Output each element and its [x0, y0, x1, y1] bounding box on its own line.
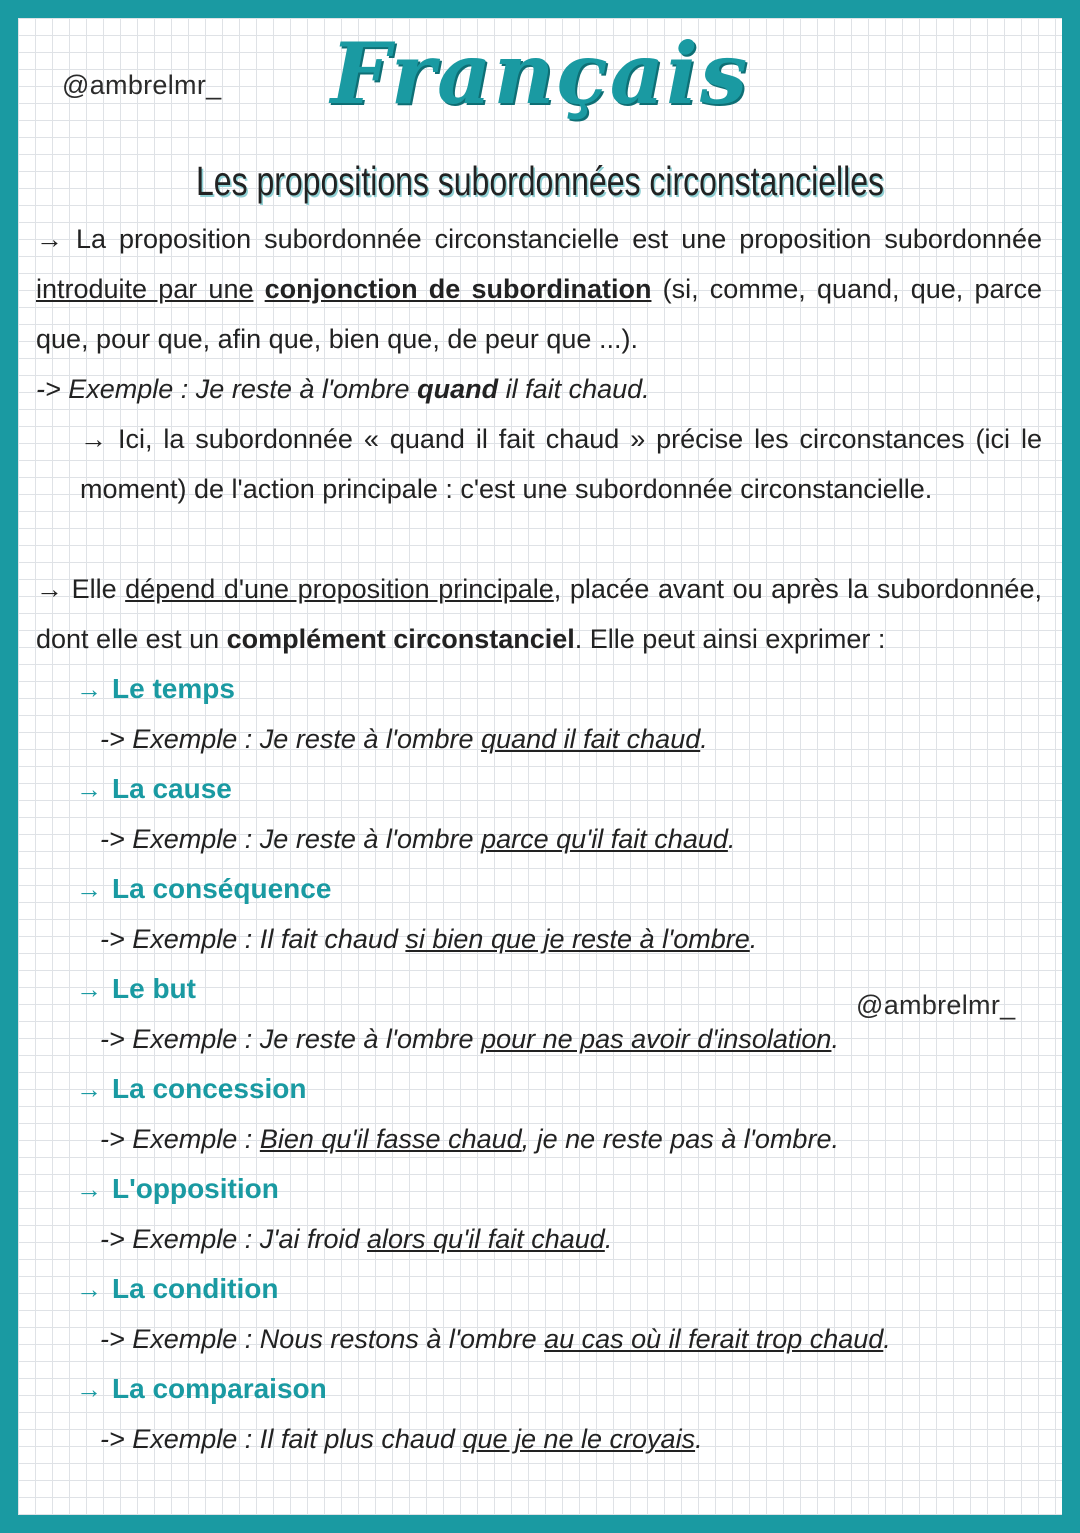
category-label: L'opposition — [112, 1173, 279, 1204]
category-label: La concession — [112, 1073, 307, 1104]
arrow-icon: → — [76, 674, 102, 704]
example-underlined: parce qu'il fait chaud — [481, 824, 728, 854]
second-bold-term: complément circonstanciel — [226, 624, 575, 654]
category-heading — [36, 864, 1042, 914]
intro-example-bold: quand — [417, 374, 499, 404]
example-underlined: que je ne le croyais — [462, 1424, 696, 1454]
author-handle-watermark: @ambrelmr_ — [856, 990, 1016, 1020]
example-underlined: pour ne pas avoir d'insolation — [481, 1024, 832, 1054]
intro-bold-term: conjonction de subordination — [264, 274, 652, 304]
category-label: Le but — [112, 973, 196, 1004]
second-underlined: dépend d'une proposition principale — [125, 574, 554, 604]
category-heading — [36, 664, 1042, 714]
category-example: -> Exemple : Il fait plus chaud que je ne le croyais. — [100, 1424, 703, 1454]
category-heading — [36, 764, 1042, 814]
category-label: La condition — [112, 1273, 279, 1304]
category-example: -> Exemple : Il fait chaud si bien que je reste à l'ombre. — [100, 924, 758, 954]
category-label: La comparaison — [112, 1373, 327, 1404]
category-heading — [36, 1064, 1042, 1114]
page-title: Français — [330, 24, 750, 123]
intro-explanation: → Ici, la subordonnée « quand il fait chaud » précise les circonstances (ici le moment) de l'action principale : c'est une subordonnée circonstancielle. — [80, 424, 1042, 504]
arrow-icon: → — [76, 1374, 102, 1404]
example-underlined: alors qu'il fait chaud — [367, 1224, 605, 1254]
arrow-icon: → — [76, 1274, 102, 1304]
category-label: La conséquence — [112, 873, 332, 904]
arrow-icon: → — [76, 774, 102, 804]
arrow-icon: → — [76, 974, 102, 1004]
example-underlined: au cas où il ferait trop chaud — [544, 1324, 884, 1354]
category-label: La cause — [112, 773, 232, 804]
category-label: Le temps — [112, 673, 235, 704]
category-heading — [36, 1364, 1042, 1414]
arrow-icon: → — [76, 874, 102, 904]
category-example: -> Exemple : Je reste à l'ombre quand il fait chaud. — [100, 724, 708, 754]
arrow-icon: → — [76, 1074, 102, 1104]
author-handle: @ambrelmr_ — [62, 70, 222, 100]
notebook-page — [18, 18, 1062, 1515]
arrow-icon: → — [80, 424, 107, 454]
page-subtitle: Les propositions subordonnées circonstancielles — [196, 158, 884, 204]
intro-example: -> Exemple : Je reste à l'ombre quand il fait chaud. — [36, 374, 650, 404]
category-example: -> Exemple : Je reste à l'ombre parce qu'il fait chaud. — [100, 824, 736, 854]
category-example: -> Exemple : J'ai froid alors qu'il fait chaud. — [100, 1224, 613, 1254]
arrow-icon: → — [36, 574, 63, 604]
category-heading — [36, 1164, 1042, 1214]
category-heading — [36, 1264, 1042, 1314]
example-underlined: quand il fait chaud — [481, 724, 701, 754]
example-underlined: si bien que je reste à l'ombre — [405, 924, 750, 954]
intro-paragraph — [36, 214, 1042, 364]
category-example: -> Exemple : Je reste à l'ombre pour ne pas avoir d'insolation. — [100, 1024, 839, 1054]
notes-content — [36, 214, 1042, 1464]
intro-underlined: introduite par une — [36, 274, 254, 304]
arrow-icon: → — [36, 224, 63, 254]
second-paragraph: → Elle dépend d'une proposition principale, placée avant ou après la subordonnée, dont elle est un complément circonstanciel. Elle peut ainsi exprimer : — [36, 574, 1042, 654]
intro-text: La proposition subordonnée circonstancielle est une proposition subordonnée — [75, 224, 1042, 254]
arrow-icon: → — [76, 1174, 102, 1204]
example-underlined: Bien qu'il fasse chaud — [259, 1124, 522, 1154]
category-example: -> Exemple : Bien qu'il fasse chaud, je ne reste pas à l'ombre. — [100, 1124, 839, 1154]
category-example: -> Exemple : Nous restons à l'ombre au cas où il ferait trop chaud. — [100, 1324, 891, 1354]
intro-conjunction-list: (si, comme, quand, que, parce que, pour que, afin que, bien que, de peur que ...). — [36, 274, 1042, 354]
category-list — [36, 664, 1042, 1464]
category-heading — [36, 964, 1042, 1014]
